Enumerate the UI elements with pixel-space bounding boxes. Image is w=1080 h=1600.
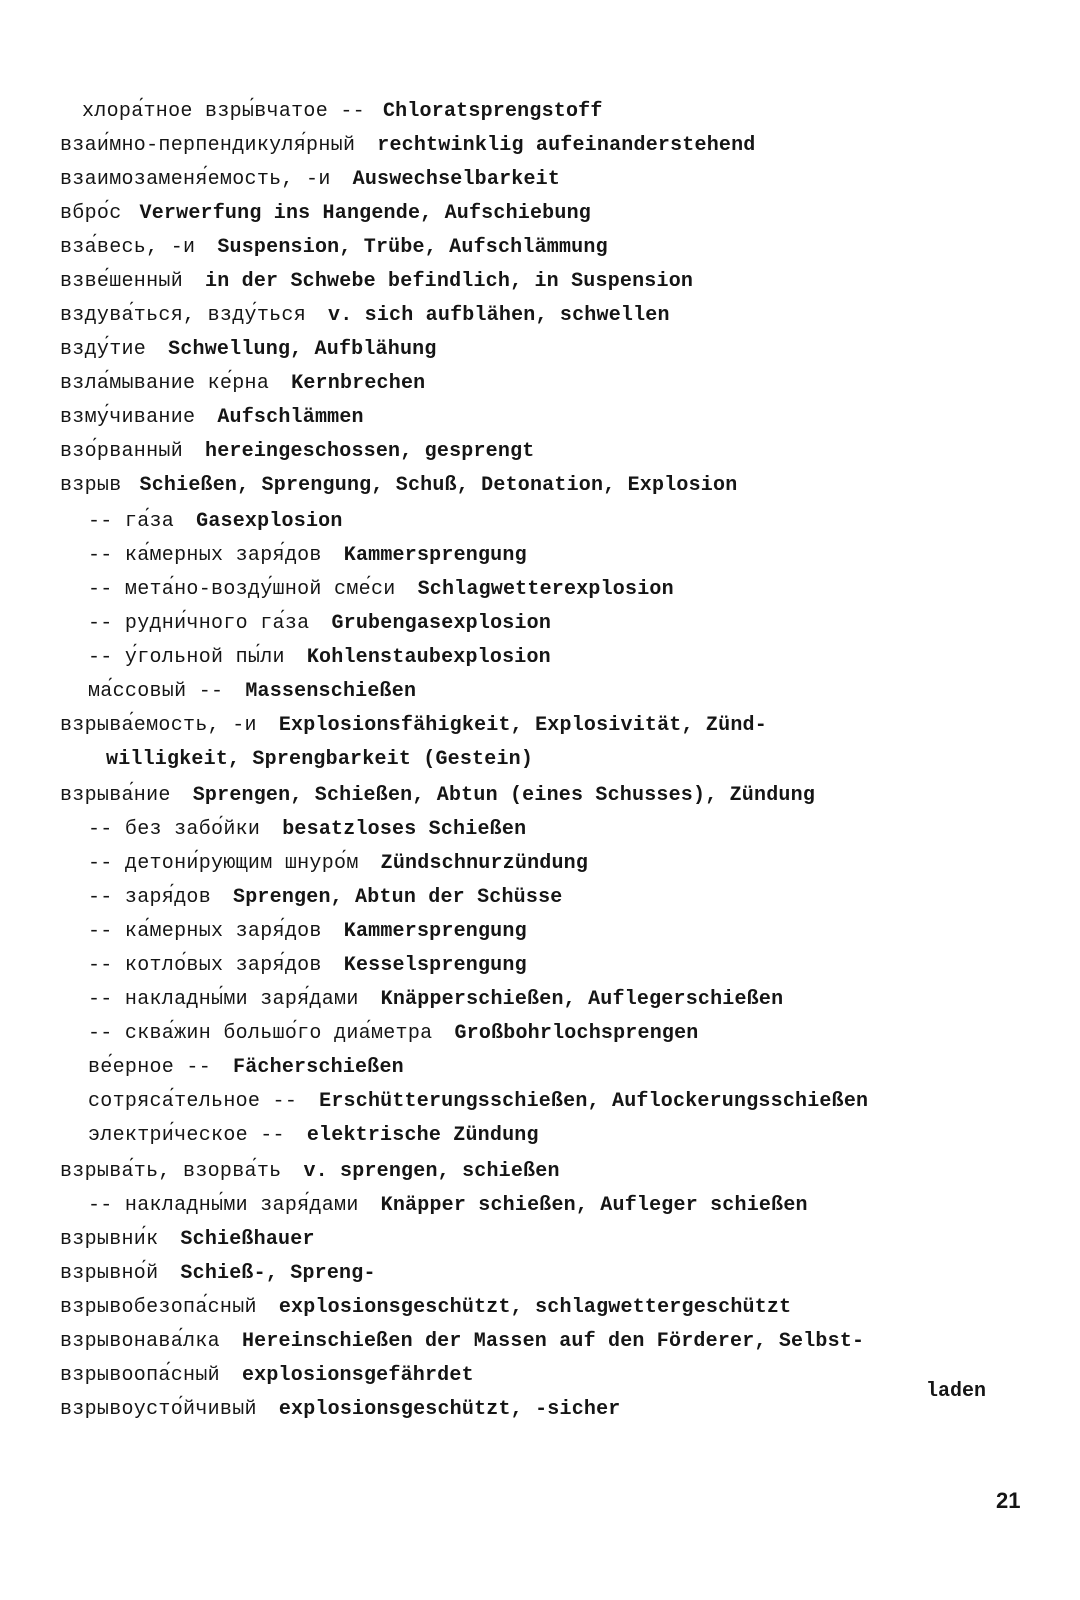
entry-term-ru: взрывонава́лка — [60, 1330, 220, 1353]
entry-term-ru: взла́мывание ке́рна — [60, 372, 270, 395]
entry-term-ru: электри́ческое -- — [88, 1124, 285, 1147]
dictionary-entry — [88, 544, 527, 568]
dictionary-entry — [60, 406, 364, 430]
entry-term-ru: сотряса́тельное -- — [88, 1090, 298, 1113]
dictionary-entry — [60, 304, 670, 328]
entry-term-ru: взрывоусто́йчивый — [60, 1398, 257, 1421]
dictionary-entry — [88, 1124, 539, 1148]
dictionary-entry — [88, 1022, 699, 1046]
dictionary-entry — [60, 134, 756, 158]
entry-translation-de: Aufschlämmen — [217, 406, 364, 429]
dictionary-entry — [82, 100, 603, 124]
entry-translation-de: Kesselsprengung — [343, 954, 527, 977]
dictionary-entry — [60, 372, 425, 396]
entry-translation-de: Kohlenstaubexplosion — [306, 646, 551, 669]
entry-translation-de: Grubengasexplosion — [331, 612, 552, 635]
dictionary-entry — [88, 680, 416, 704]
dictionary-entry — [88, 886, 562, 910]
dictionary-entry — [88, 1090, 868, 1114]
dictionary-entry — [60, 474, 737, 498]
entry-term-ru: хлора́тное взры́вчатое -- — [82, 100, 365, 123]
entry-translation-de: Kammersprengung — [343, 544, 527, 567]
entry-term-ru: ма́ссовый -- — [88, 680, 224, 703]
entry-term-ru: взо́рванный — [60, 440, 184, 463]
dictionary-entry — [106, 748, 533, 772]
entry-term-ru: -- га́за — [88, 510, 175, 533]
entry-translation-de: Schießen, Sprengung, Schuß, Detonation, Explosion — [139, 474, 738, 497]
entry-term-ru: взрыв — [60, 474, 122, 497]
entry-term-ru: взрыва́ть, взорва́ть — [60, 1160, 282, 1183]
dictionary-entry — [60, 236, 608, 260]
dictionary-entry — [88, 578, 674, 602]
entry-translation-de: v. sprengen, schießen — [303, 1160, 560, 1183]
entry-translation-de: in der Schwebe befindlich, in Suspension — [205, 270, 694, 293]
entry-term-ru: -- мета́но-возду́шной сме́си — [88, 578, 396, 601]
entry-translation-de: Sprengen, Schießen, Abtun (eines Schusses), Zündung — [192, 784, 816, 807]
entry-translation-de: Hereinschießen der Massen auf den Förderer, Selbst- — [241, 1330, 865, 1353]
dictionary-entry — [60, 1262, 376, 1286]
dictionary-entry — [60, 1398, 621, 1422]
entry-translation-de: Knäpper schießen, Aufleger schießen — [380, 1194, 808, 1217]
entry-translation-de: Kammersprengung — [343, 920, 527, 943]
entry-translation-de: Schwellung, Aufblähung — [168, 338, 437, 361]
entry-translation-de: hereingeschossen, gesprengt — [205, 440, 535, 463]
entry-translation-de: Suspension, Trübe, Aufschlämmung — [217, 236, 608, 259]
entry-term-ru: -- накладны́ми заря́дами — [88, 1194, 359, 1217]
dictionary-entry — [60, 1330, 864, 1354]
continuation-fragment: laden — [926, 1380, 987, 1403]
dictionary-entry — [88, 920, 527, 944]
entry-translation-de: willigkeit, Sprengbarkeit (Gestein) — [106, 748, 534, 771]
dictionary-entry — [60, 1160, 560, 1184]
entry-term-ru: -- ка́мерных заря́дов — [88, 544, 322, 567]
entry-term-ru: -- заря́дов — [88, 886, 212, 909]
dictionary-entry — [88, 646, 551, 670]
dictionary-entry — [88, 1194, 808, 1218]
entry-term-ru: -- сква́жин большо́го диа́метра — [88, 1022, 433, 1045]
entry-translation-de: Zündschnurzündung — [380, 852, 589, 875]
entry-translation-de: Explosionsfähigkeit, Explosivität, Zünd- — [278, 714, 767, 737]
entry-term-ru: вздува́ться, взду́ться — [60, 304, 307, 327]
entry-translation-de: Erschütterungsschießen, Auflockerungsschießen — [319, 1090, 869, 1113]
entry-translation-de: besatzloses Schießen — [282, 818, 527, 841]
dictionary-entry — [60, 714, 767, 738]
entry-term-ru: взве́шенный — [60, 270, 184, 293]
entry-term-ru: -- котло́вых заря́дов — [88, 954, 322, 977]
entry-term-ru: взду́тие — [60, 338, 147, 361]
entry-translation-de: explosionsgeschützt, schlagwettergeschützt — [278, 1296, 792, 1319]
entry-term-ru: -- рудни́чного га́за — [88, 612, 310, 635]
entry-translation-de: Knäpperschießen, Auflegerschießen — [380, 988, 784, 1011]
dictionary-entry — [88, 1056, 404, 1080]
entry-term-ru: ве́ерное -- — [88, 1056, 212, 1079]
entry-translation-de: rechtwinklig aufeinanderstehend — [377, 134, 756, 157]
entry-translation-de: Fächerschießen — [233, 1056, 404, 1079]
dictionary-entry — [60, 270, 693, 294]
entry-term-ru: взрывобезопа́сный — [60, 1296, 257, 1319]
entry-term-ru: вза́весь, -и — [60, 236, 196, 259]
entry-translation-de: Verwerfung ins Hangende, Aufschiebung — [139, 202, 591, 225]
dictionary-entry — [60, 202, 591, 226]
entry-term-ru: взрывоопа́сный — [60, 1364, 220, 1387]
dictionary-entry — [60, 440, 534, 464]
entry-translation-de: Schlagwetterexplosion — [417, 578, 674, 601]
dictionary-entry — [88, 988, 783, 1012]
dictionary-entry — [88, 818, 526, 842]
entry-translation-de: Schieß-, Spreng- — [180, 1262, 376, 1285]
entry-term-ru: -- ка́мерных заря́дов — [88, 920, 322, 943]
page-number: 21 — [996, 1488, 1021, 1513]
entry-term-ru: -- детони́рующим шнуро́м — [88, 852, 359, 875]
entry-term-ru: взаимозаменя́емость, -и — [60, 168, 331, 191]
entry-translation-de: explosionsgeschützt, -sicher — [278, 1398, 621, 1421]
dictionary-entry — [60, 1228, 315, 1252]
entry-term-ru: взрывни́к — [60, 1228, 159, 1251]
entry-translation-de: Kernbrechen — [291, 372, 426, 395]
entry-translation-de: Gasexplosion — [196, 510, 343, 533]
entry-translation-de: Auswechselbarkeit — [352, 168, 561, 191]
entry-translation-de: explosionsgefährdet — [241, 1364, 474, 1387]
entry-term-ru: взрыва́емость, -и — [60, 714, 257, 737]
entry-term-ru: взрыва́ние — [60, 784, 171, 807]
dictionary-entry — [60, 1364, 474, 1388]
entry-term-ru: -- у́гольной пы́ли — [88, 646, 285, 669]
entry-translation-de: v. sich aufblähen, schwellen — [328, 304, 670, 327]
dictionary-entry — [60, 1296, 791, 1320]
dictionary-entry — [60, 784, 815, 808]
entry-translation-de: Schießhauer — [180, 1228, 315, 1251]
dictionary-entry — [88, 612, 551, 636]
dictionary-entry — [88, 852, 588, 876]
entry-term-ru: вбро́с — [60, 202, 122, 225]
dictionary-entry — [88, 510, 343, 534]
entry-translation-de: Chloratsprengstoff — [382, 100, 603, 123]
entry-term-ru: -- без забо́йки — [88, 818, 261, 841]
entry-translation-de: elektrische Zündung — [306, 1124, 539, 1147]
dictionary-entry — [88, 954, 527, 978]
entry-translation-de: Sprengen, Abtun der Schüsse — [233, 886, 563, 909]
dictionary-entry — [60, 338, 437, 362]
entry-term-ru: -- накладны́ми заря́дами — [88, 988, 359, 1011]
entry-term-ru: взаи́мно-перпендикуля́рный — [60, 134, 356, 157]
dictionary-entry — [60, 168, 560, 192]
entry-translation-de: Massenschießen — [245, 680, 417, 703]
entry-translation-de: Großbohrlochsprengen — [454, 1022, 699, 1045]
entry-term-ru: взрывно́й — [60, 1262, 159, 1285]
entry-term-ru: взму́чивание — [60, 406, 196, 429]
